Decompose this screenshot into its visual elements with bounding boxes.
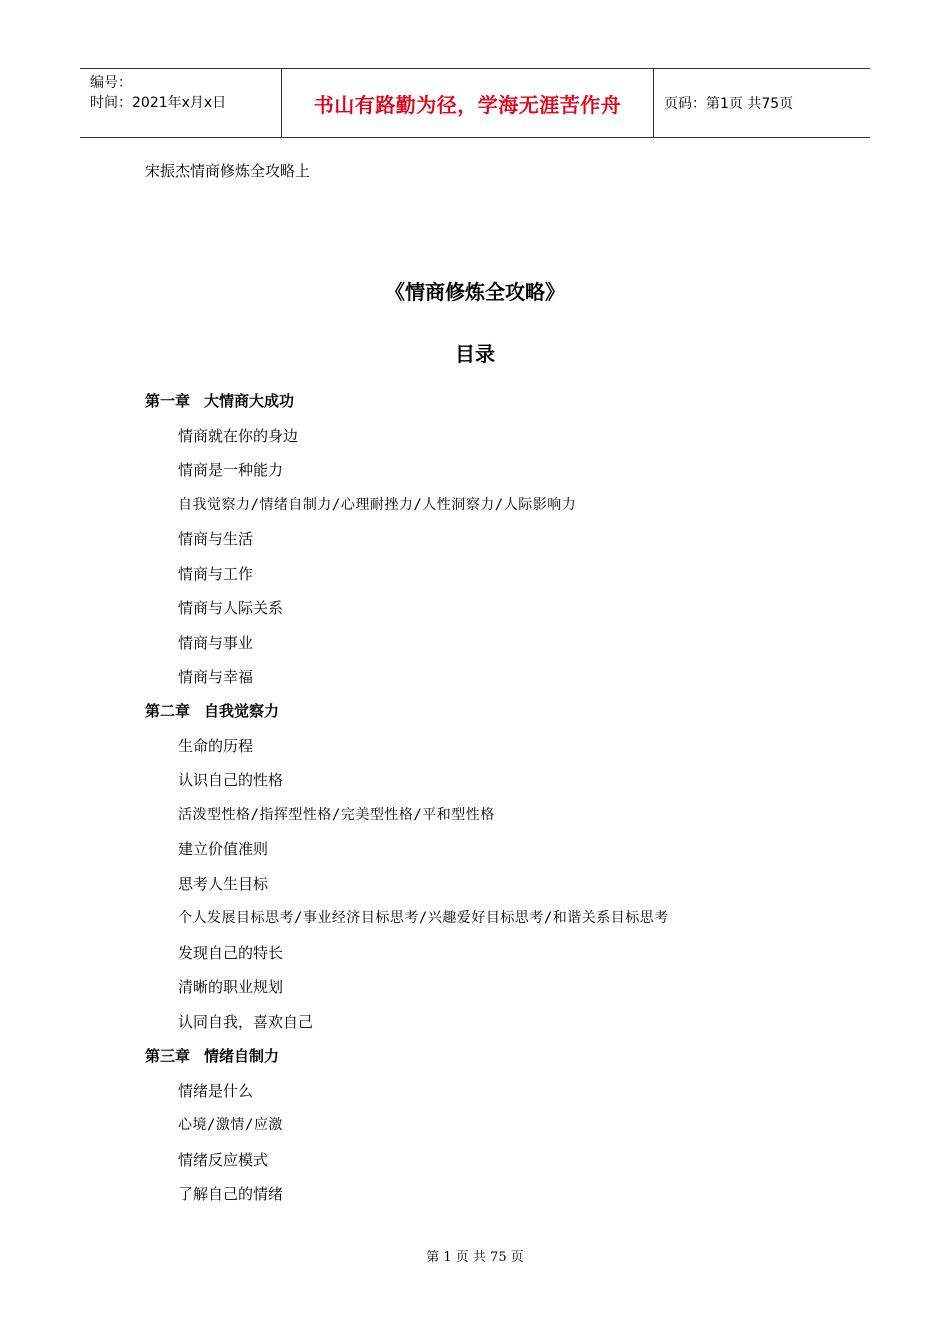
toc-item: 情商与人际关系 — [178, 599, 284, 617]
number-label: 编号： — [90, 75, 132, 91]
toc-item: 个人发展目标思考/事业经济目标思考/兴趣爱好目标思考/和谐关系目标思考 — [178, 910, 669, 926]
chapter-name: 情绪自制力 — [204, 1047, 280, 1065]
toc-item: 情商与生活 — [178, 530, 254, 548]
toc-item: 了解自己的情绪 — [178, 1185, 284, 1203]
toc-item: 心境/激情/应激 — [178, 1117, 283, 1133]
toc-item: 建立价值准则 — [178, 840, 269, 858]
chapter-number: 第二章 — [145, 702, 191, 720]
toc-item: 清晰的职业规划 — [178, 978, 284, 996]
page-header — [80, 68, 870, 138]
document-title: 《情商修炼全攻略》 — [385, 280, 565, 304]
page-footer: 第 1 页 共 75 页 — [426, 1250, 524, 1265]
chapter-name: 大情商大成功 — [204, 392, 295, 410]
toc-item: 情商就在你的身边 — [178, 427, 299, 445]
date-label: 时间：2021年x月x日 — [90, 95, 227, 111]
toc-item: 情商是一种能力 — [178, 461, 284, 479]
toc-item: 情绪反应模式 — [178, 1151, 269, 1169]
toc-item: 生命的历程 — [178, 737, 254, 755]
chapter-heading — [145, 700, 279, 721]
toc-item: 发现自己的特长 — [178, 944, 284, 962]
toc-item: 情商与工作 — [178, 565, 254, 583]
toc-item: 认识自己的性格 — [178, 771, 284, 789]
toc-item: 思考人生目标 — [178, 875, 269, 893]
chapter-heading — [145, 1045, 279, 1066]
chapter-name: 自我觉察力 — [204, 702, 280, 720]
header-motto: 书山有路勤为径，学海无涯苦作舟 — [282, 69, 654, 137]
toc-title: 目录 — [455, 342, 495, 366]
toc-item: 情商与事业 — [178, 634, 254, 652]
toc-item: 情绪是什么 — [178, 1082, 254, 1100]
toc-item: 活泼型性格/指挥型性格/完美型性格/平和型性格 — [178, 807, 495, 823]
header-meta — [80, 69, 282, 137]
chapter-number: 第三章 — [145, 1047, 191, 1065]
toc-item: 自我觉察力/情绪自制力/心理耐挫力/人性洞察力/人际影响力 — [178, 497, 577, 513]
toc-item: 认同自我，喜欢自己 — [178, 1013, 314, 1031]
toc-item: 情商与幸福 — [178, 668, 254, 686]
chapter-heading — [145, 390, 294, 411]
document-subtitle: 宋振杰情商修炼全攻略上 — [145, 162, 311, 180]
header-page-info: 页码：第1页 共75页 — [664, 96, 794, 112]
chapter-number: 第一章 — [145, 392, 191, 410]
